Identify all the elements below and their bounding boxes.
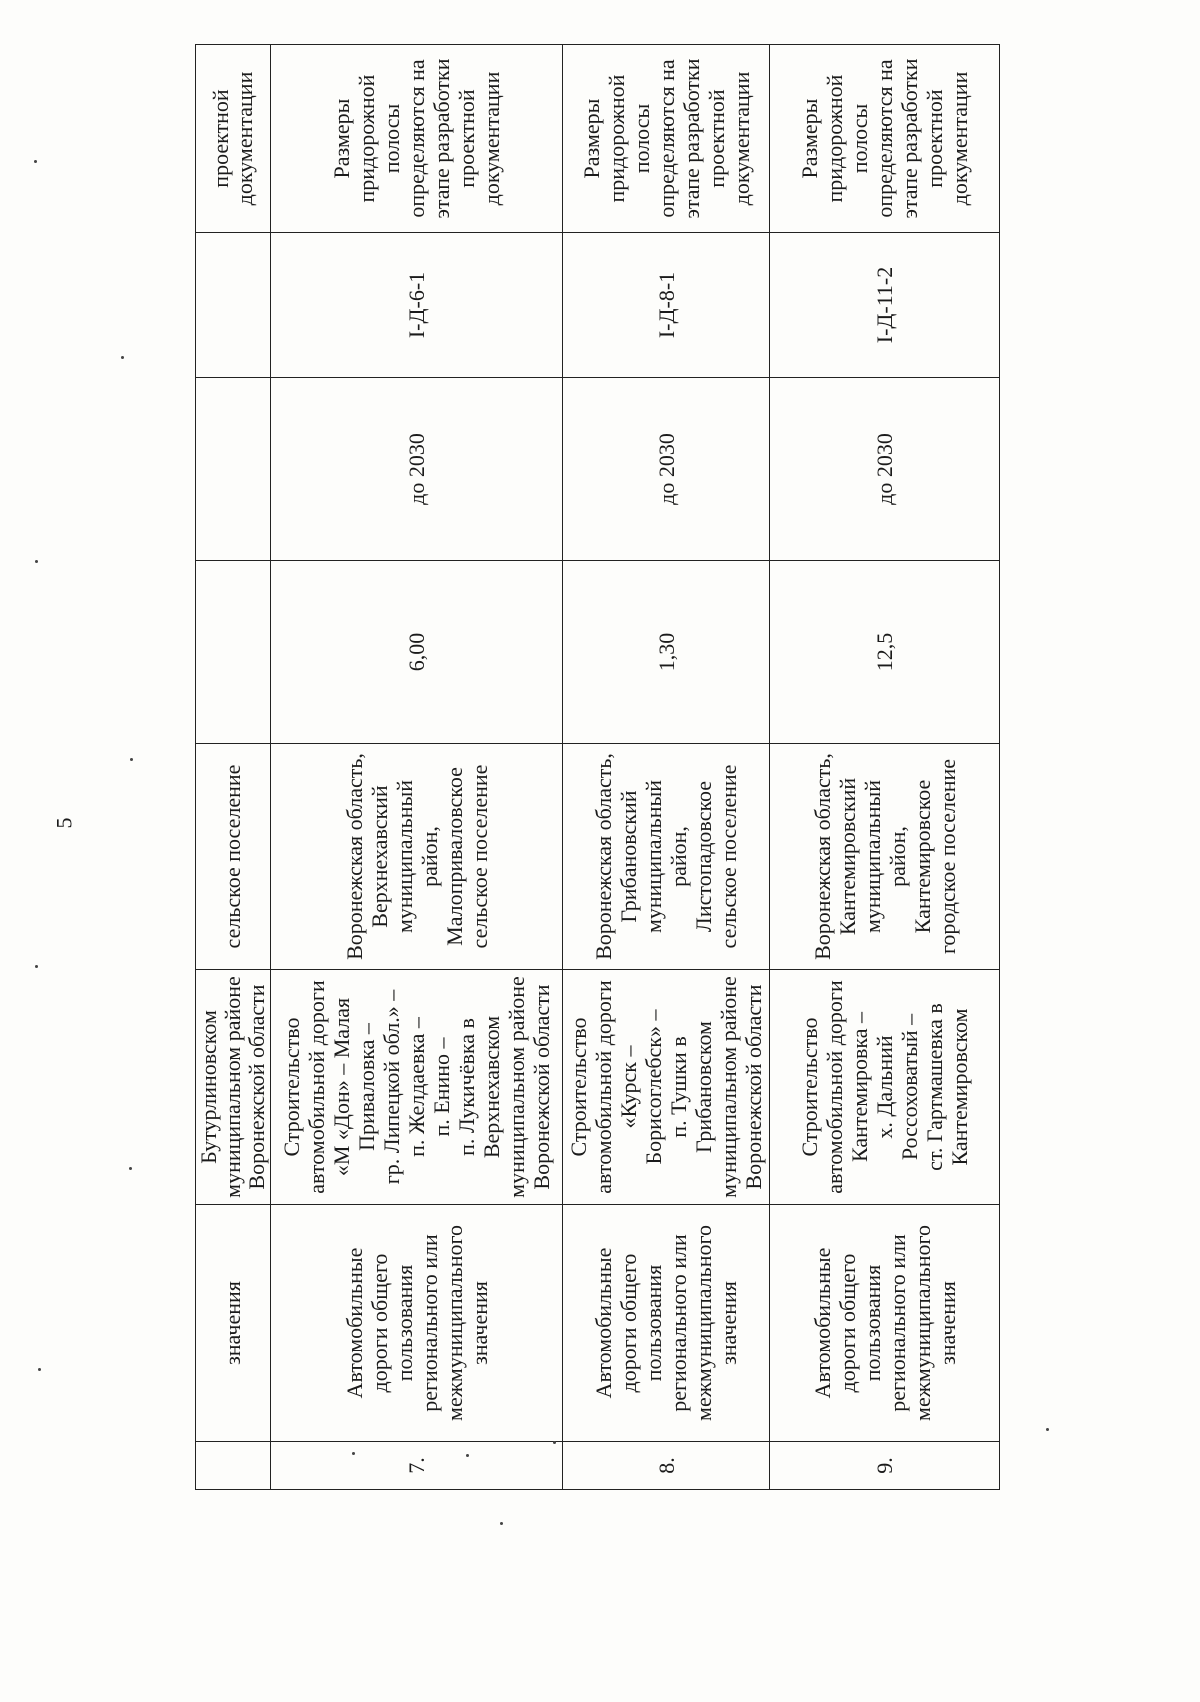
project-name-line: Приваловка – xyxy=(354,1023,379,1151)
table-body xyxy=(196,45,1000,1490)
page-number: 5 xyxy=(51,817,77,829)
note-line: этапе разработки xyxy=(429,58,454,219)
table-row xyxy=(770,45,1000,1490)
location-cell xyxy=(563,744,770,970)
location-line: муниципальный xyxy=(391,779,417,934)
length-km-cell: 12,5 xyxy=(770,561,1000,744)
project-name-cell xyxy=(271,970,563,1205)
location-line: район, xyxy=(416,826,442,887)
road-type-line: Автомобильные xyxy=(809,1247,835,1399)
row-number-cell: 8. xyxy=(563,1442,770,1490)
project-name-line: Кантемировка – xyxy=(847,1012,872,1163)
note-line: проектной xyxy=(454,89,479,188)
location-line: Малоприваловское xyxy=(441,767,467,946)
note-line: определяются на xyxy=(872,59,897,218)
map-code-cell: I-Д-8-1 xyxy=(563,233,770,378)
road-type-cell xyxy=(271,1205,563,1442)
note-line: этапе разработки xyxy=(678,58,704,219)
note-line: полосы xyxy=(628,103,654,174)
period-cell: до 2030 xyxy=(563,378,770,561)
location-line: сельское поселение xyxy=(220,764,245,949)
location-line: Грибановский xyxy=(616,790,641,923)
location-line: Воронежская область, xyxy=(341,753,367,960)
note-line: полосы xyxy=(379,103,404,174)
note-line: определяются на xyxy=(404,59,429,218)
road-type-line: межмуниципального xyxy=(909,1225,935,1421)
period-cell: до 2030 xyxy=(770,378,1000,561)
map-code-cell: I-Д-11-2 xyxy=(770,233,1000,378)
project-name-line: Бутурлиновском xyxy=(196,1010,221,1164)
note-cell xyxy=(770,45,1000,233)
note-line: проектной xyxy=(208,89,233,188)
continuation-row xyxy=(196,45,271,1490)
project-name-cell xyxy=(563,970,770,1205)
project-name-line: п. Енино – xyxy=(429,1037,454,1137)
project-name-line: п. Лукичёвка в xyxy=(454,1018,479,1156)
road-type-line: межмуниципального xyxy=(691,1225,716,1421)
note-line: этапе разработки xyxy=(897,58,922,219)
note-line: определяются на xyxy=(653,59,679,218)
note-line: проектной xyxy=(922,89,947,188)
project-name-line: автомобильной дороги xyxy=(304,980,329,1194)
project-name-cell xyxy=(196,970,271,1205)
project-name-line: Воронежской области xyxy=(529,984,554,1190)
project-name-line: Строительство xyxy=(566,1017,591,1157)
note-line: проектной xyxy=(703,89,729,188)
location-line: район, xyxy=(884,826,910,887)
project-name-line: Верхнехавском xyxy=(479,1015,504,1159)
length-km-cell xyxy=(196,561,271,744)
row-number-cell: 7. xyxy=(271,1442,563,1490)
road-type-line: регионального или xyxy=(884,1234,910,1412)
project-name-line: автомобильной дороги xyxy=(591,980,616,1194)
note-line: придорожной xyxy=(354,74,379,203)
project-name-line: «М «Дон» – Малая xyxy=(329,997,354,1177)
road-type-cell xyxy=(770,1205,1000,1442)
length-km-cell: 6,00 xyxy=(271,561,563,744)
location-line: Листопадовское xyxy=(691,780,716,933)
table-row xyxy=(271,45,563,1490)
location-line: Верхнехавский xyxy=(366,785,392,928)
project-name-cell xyxy=(770,970,1000,1205)
road-type-line: значения xyxy=(220,1281,245,1365)
project-name-line: Воронежской области xyxy=(244,984,269,1190)
location-line: район, xyxy=(666,826,691,887)
location-line: городское поселение xyxy=(934,758,960,955)
project-name-line: Грибановском xyxy=(691,1021,716,1153)
note-line: придорожной xyxy=(822,74,847,203)
note-cell xyxy=(271,45,563,233)
road-type-line: регионального или xyxy=(666,1234,691,1412)
project-name-line: Воронежской области xyxy=(741,984,766,1190)
period-cell xyxy=(196,378,271,561)
location-line: Кантемировский xyxy=(834,777,860,936)
row-number-cell: 9. xyxy=(770,1442,1000,1490)
note-cell xyxy=(196,45,271,233)
location-line: Воронежская область, xyxy=(809,753,835,960)
project-name-line: ст. Гартмашевка в xyxy=(922,1003,947,1171)
row-number-cell xyxy=(196,1442,271,1490)
road-type-line: пользования xyxy=(859,1264,885,1382)
note-line: Размеры xyxy=(329,98,354,179)
project-name-line: Россоховатый – xyxy=(897,1013,922,1161)
road-type-line: дороги общего xyxy=(616,1253,641,1393)
road-type-line: значения xyxy=(934,1281,960,1365)
note-cell xyxy=(563,45,770,233)
location-line: муниципальный xyxy=(641,779,666,934)
note-line: документации xyxy=(479,71,504,206)
road-type-line: пользования xyxy=(641,1264,666,1382)
project-name-line: Строительство xyxy=(279,1017,304,1157)
road-type-line: пользования xyxy=(391,1264,417,1382)
project-name-line: п. Желдаевка – xyxy=(404,1017,429,1157)
map-code-cell xyxy=(196,233,271,378)
note-line: Размеры xyxy=(578,98,604,179)
project-name-line: Строительство xyxy=(797,1017,822,1157)
location-cell xyxy=(770,744,1000,970)
project-name-line: х. Дальний xyxy=(872,1035,897,1139)
project-name-line: гр. Липецкой обл.» – xyxy=(379,989,404,1185)
road-type-line: межмуниципального xyxy=(441,1225,467,1421)
rotated-table-wrapper xyxy=(195,45,999,1490)
note-line: Размеры xyxy=(797,98,822,179)
road-type-line: Автомобильные xyxy=(591,1247,616,1399)
note-line: придорожной xyxy=(603,74,629,203)
road-type-line: регионального или xyxy=(416,1234,442,1412)
map-code-cell: I-Д-6-1 xyxy=(271,233,563,378)
note-line: полосы xyxy=(847,103,872,174)
project-name-line: п. Тушки в xyxy=(666,1036,691,1138)
project-name-line: муниципальном районе xyxy=(504,976,529,1198)
project-name-line: Борисоглебск» – xyxy=(641,1009,666,1165)
note-line: документации xyxy=(232,71,257,206)
project-name-line: муниципальном районе xyxy=(220,976,245,1198)
note-line: документации xyxy=(947,71,972,206)
project-name-line: «Курск – xyxy=(616,1045,641,1129)
location-cell xyxy=(196,744,271,970)
location-line: муниципальный xyxy=(859,779,885,934)
road-type-cell xyxy=(196,1205,271,1442)
road-type-line: значения xyxy=(716,1281,741,1365)
location-line: сельское поселение xyxy=(466,764,492,949)
road-type-line: значения xyxy=(466,1281,492,1365)
note-line: документации xyxy=(728,71,754,206)
road-type-line: дороги общего xyxy=(834,1253,860,1393)
road-type-line: дороги общего xyxy=(366,1253,392,1393)
length-km-cell: 1,30 xyxy=(563,561,770,744)
location-line: сельское поселение xyxy=(716,764,741,949)
location-line: Кантемировское xyxy=(909,779,935,934)
table-row xyxy=(563,45,770,1490)
project-name-line: муниципальном районе xyxy=(716,976,741,1198)
location-line: Воронежская область, xyxy=(591,753,616,960)
road-projects-table xyxy=(195,44,1000,1490)
location-cell xyxy=(271,744,563,970)
road-type-cell xyxy=(563,1205,770,1442)
road-type-line: Автомобильные xyxy=(341,1247,367,1399)
project-name-line: автомобильной дороги xyxy=(822,980,847,1194)
period-cell: до 2030 xyxy=(271,378,563,561)
project-name-line: Кантемировском xyxy=(947,1008,972,1166)
